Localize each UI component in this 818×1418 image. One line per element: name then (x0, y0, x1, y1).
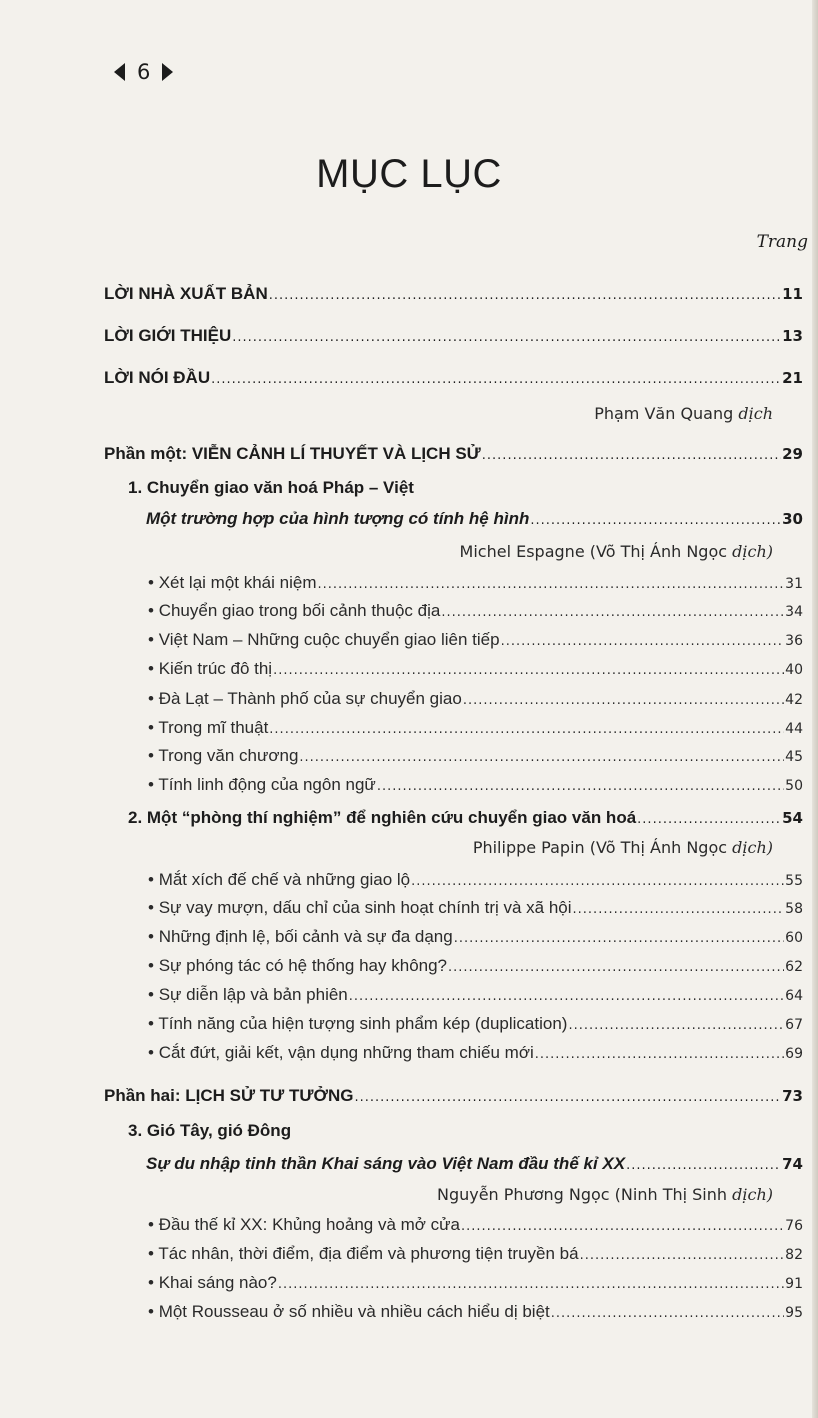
toc-chapter-1-subtitle: Một trường hợp của hình tượng có tính hệ hình ..... 30 (146, 509, 803, 529)
toc-item: • Sự vay mượn, dấu chỉ của sinh hoạt chính trị và xã hội ..... 58 (148, 898, 803, 918)
toc-chapter-2: 2. Một “phòng thí nghiệm” để nghiên cứu chuyển giao văn hoá ..... 54 (128, 808, 803, 828)
page-column-label: Trang (756, 232, 808, 252)
toc-entry-foreword: LỜI NÓI ĐẦU ..... 21 (104, 368, 803, 388)
translator-credit: Phạm Văn Quang dịch (594, 404, 773, 423)
toc-chapter-1-title: 1. Chuyển giao văn hoá Pháp – Việt (128, 478, 414, 497)
toc-chapter-3-subtitle: Sự du nhập tinh thần Khai sáng vào Việt Nam đầu thế kỉ XX ..... 74 (146, 1154, 803, 1174)
toc-item: • Những định lệ, bối cảnh và sự đa dạng ..... 60 (148, 927, 803, 947)
toc-item: • Sự diễn lập và bản phiên ..... 64 (148, 985, 803, 1005)
toc-chapter-3-title: 3. Gió Tây, gió Đông (128, 1121, 292, 1140)
toc-item: • Cắt đứt, giải kết, vận dụng những tham chiếu mới ..... 69 (148, 1043, 803, 1063)
page-title: MỤC LỤC (316, 152, 502, 196)
toc-item: • Mắt xích đế chế và những giao lộ ..... 55 (148, 870, 803, 890)
page-number-text: 6 (137, 60, 151, 84)
toc-item: • Tính năng của hiện tượng sinh phẩm kép (duplication) ..... 67 (148, 1014, 803, 1034)
toc-item: • Xét lại một khái niệm ..... 31 (148, 573, 803, 593)
toc-entry-publisher-note: LỜI NHÀ XUẤT BẢN ..... 11 (104, 284, 803, 304)
toc-item: • Tác nhân, thời điểm, địa điểm và phương tiện truyền bá ..... 82 (148, 1244, 803, 1264)
toc-part-one: Phần một: VIỄN CẢNH LÍ THUYẾT VÀ LỊCH SỬ ..... 29 (104, 444, 803, 464)
toc-item: • Đầu thế kỉ XX: Khủng hoảng và mở cửa ..... 76 (148, 1215, 803, 1235)
toc-item: • Chuyển giao trong bối cảnh thuộc địa ..... 34 (148, 601, 803, 621)
toc-item: • Tính linh động của ngôn ngữ ..... 50 (148, 775, 803, 795)
toc-item: • Việt Nam – Những cuộc chuyển giao liên tiếp ..... 36 (148, 630, 803, 650)
toc-item: • Một Rousseau ở số nhiều và nhiều cách hiểu dị biệt ..... 95 (148, 1302, 803, 1322)
toc-item: • Kiến trúc đô thị ..... 40 (148, 659, 803, 679)
chapter-2-credit: Philippe Papin (Võ Thị Ánh Ngọc dịch) (472, 838, 773, 857)
chapter-1-credit: Michel Espagne (Võ Thị Ánh Ngọc dịch) (459, 542, 773, 561)
toc-item: • Trong mĩ thuật ..... 44 (148, 718, 803, 738)
toc-item: • Sự phóng tác có hệ thống hay không? ..... 62 (148, 956, 803, 976)
toc-item: • Trong văn chương ..... 45 (148, 746, 803, 766)
toc-item: • Khai sáng nào? ..... 91 (148, 1273, 803, 1293)
toc-item: • Đà Lạt – Thành phố của sự chuyển giao ..... 42 (148, 689, 803, 709)
chapter-3-credit: Nguyễn Phương Ngọc (Ninh Thị Sinh dịch) (436, 1185, 773, 1204)
toc-entry-introduction: LỜI GIỚI THIỆU ..... 13 (104, 326, 803, 346)
toc-part-two: Phần hai: LỊCH SỬ TƯ TƯỞNG ..... 73 (104, 1086, 803, 1106)
